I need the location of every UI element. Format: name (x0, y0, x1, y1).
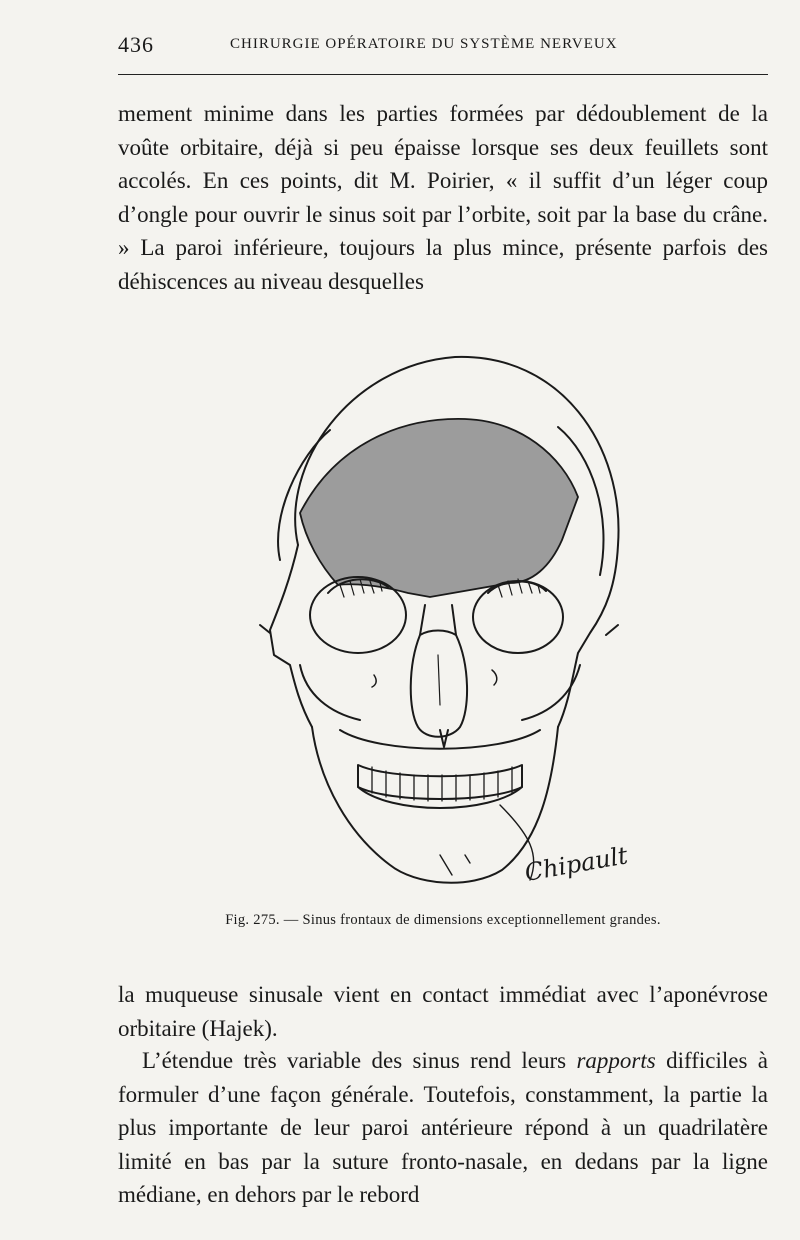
page-number: 436 (118, 32, 154, 57)
paragraph-bottom-end: difficiles à formuler d’une façon générale. Toutefois, constamment, la partie la plus importante de leur paroi antérieure répond à un quadrilatère limité en bas par la suture fronto-nasale, en dedans par la ligne médiane, en dehors par le rebord (118, 1048, 768, 1207)
page-header (118, 30, 768, 64)
paragraph-middle: la muqueuse sinusale vient en contact immédiat avec l’aponévrose orbitaire (Hajek). (118, 982, 768, 1041)
header-rule (118, 74, 768, 75)
paragraph-top: mement minime dans les parties formées par dédoublement de la voûte orbitaire, déjà si peu épaisse lorsque ses deux feuillets sont accolés. En ces points, dit M. Poirier, « il suffit d’un léger coup d’ongle pour ouvrir le sinus soit par l’orbite, soit par la base du crâne. » La paroi inférieure, toujours la plus mince, présente parfois des déhiscences au niveau desquelles (118, 101, 768, 294)
paragraph-bottom-start: L’étendue très variable des sinus rend leurs (142, 1048, 577, 1073)
skull-figure (240, 335, 640, 900)
running-title: CHIRURGIE OPÉRATOIRE DU SYSTÈME NERVEUX (230, 36, 618, 52)
left-orbit (310, 577, 406, 653)
artist-signature: Chipault (522, 841, 630, 887)
paragraph-bottom (118, 1044, 768, 1212)
skull-illustration (240, 335, 640, 900)
left-face-outline (270, 545, 312, 727)
jaw-outline (312, 727, 558, 883)
paragraph-bottom-italic: rapports (576, 1048, 656, 1073)
right-orbit (473, 581, 563, 653)
figure-caption: Fig. 275. — Sinus frontaux de dimensions exceptionnellement grandes. (225, 912, 661, 928)
frontal-sinus-region (300, 419, 578, 597)
